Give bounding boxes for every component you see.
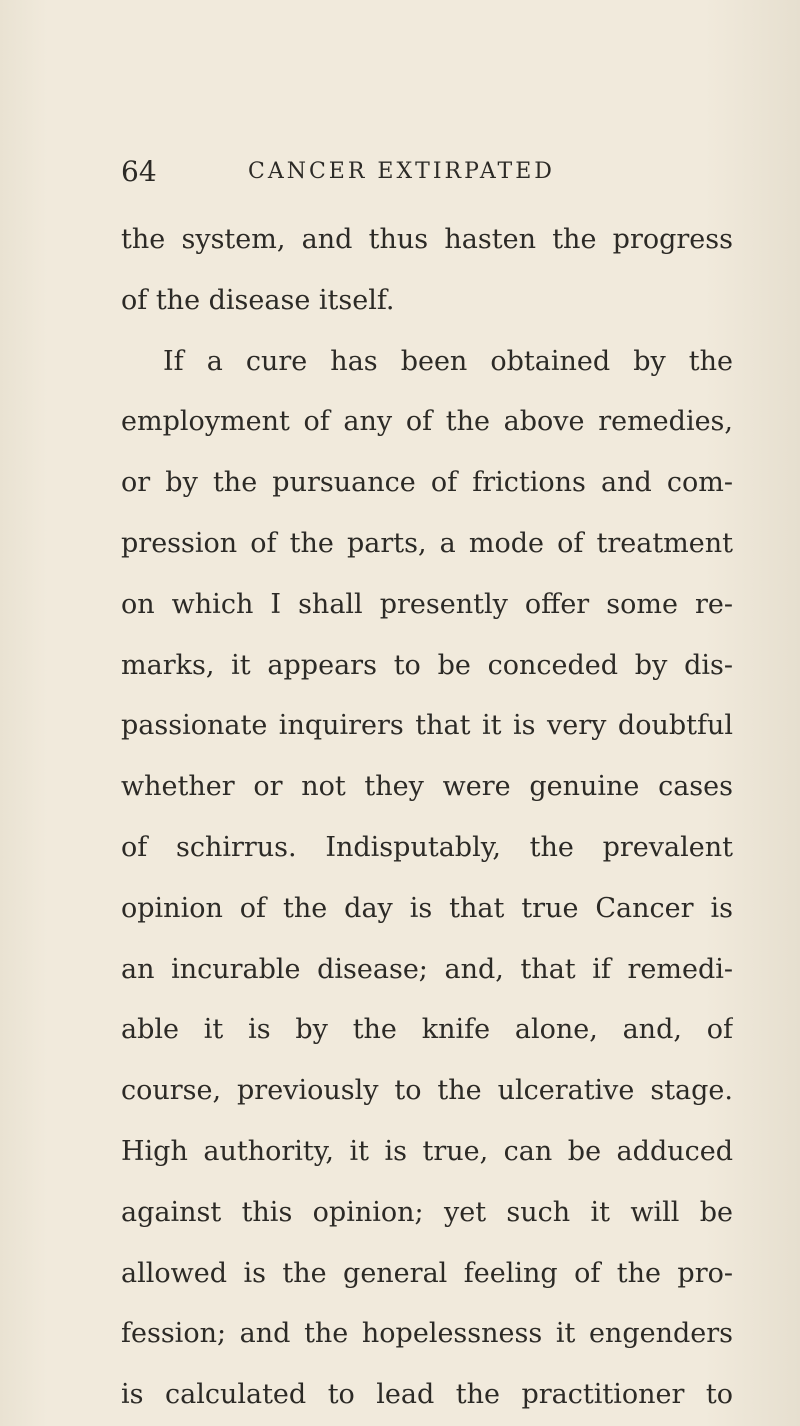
running-head bbox=[121, 155, 591, 195]
text-line: against this opinion; yet such it will be bbox=[121, 1196, 733, 1228]
text-line: High authority, it is true, can be adduced bbox=[121, 1135, 733, 1167]
text-line: If a cure has been obtained by the bbox=[163, 345, 733, 377]
text-line: course, previously to the ulcerative stage. bbox=[121, 1075, 733, 1107]
running-title: CANCER EXTIRPATED bbox=[248, 159, 555, 184]
text-line: fession; and the hopelessness it engenders bbox=[121, 1318, 733, 1350]
text-line: or by the pursuance of frictions and com- bbox=[121, 467, 733, 499]
text-line: an incurable disease; and, that if remedi- bbox=[121, 953, 733, 985]
text-line: able it is by the knife alone, and, of bbox=[121, 1014, 733, 1046]
text-line: passionate inquirers that it is very doubtful bbox=[121, 710, 733, 742]
page-number: 64 bbox=[121, 155, 157, 188]
text-line: marks, it appears to be conceded by dis- bbox=[121, 649, 733, 681]
text-line: the system, and thus hasten the progress bbox=[121, 224, 733, 255]
text-line: opinion of the day is that true Cancer is bbox=[121, 892, 733, 924]
body-text bbox=[121, 210, 733, 1426]
text-line: allowed is the general feeling of the pro- bbox=[121, 1257, 733, 1289]
text-line: pression of the parts, a mode of treatment bbox=[121, 527, 733, 559]
text-line: is calculated to lead the practitioner to bbox=[121, 1379, 733, 1411]
text-line: of schirrus. Indisputably, the prevalent bbox=[121, 831, 733, 863]
text-line: whether or not they were genuine cases bbox=[121, 771, 733, 803]
text-line: on which I shall presently offer some re- bbox=[121, 588, 733, 620]
text-line: of the disease itself. bbox=[121, 284, 395, 316]
text-line: employment of any of the above remedies, bbox=[121, 406, 733, 438]
